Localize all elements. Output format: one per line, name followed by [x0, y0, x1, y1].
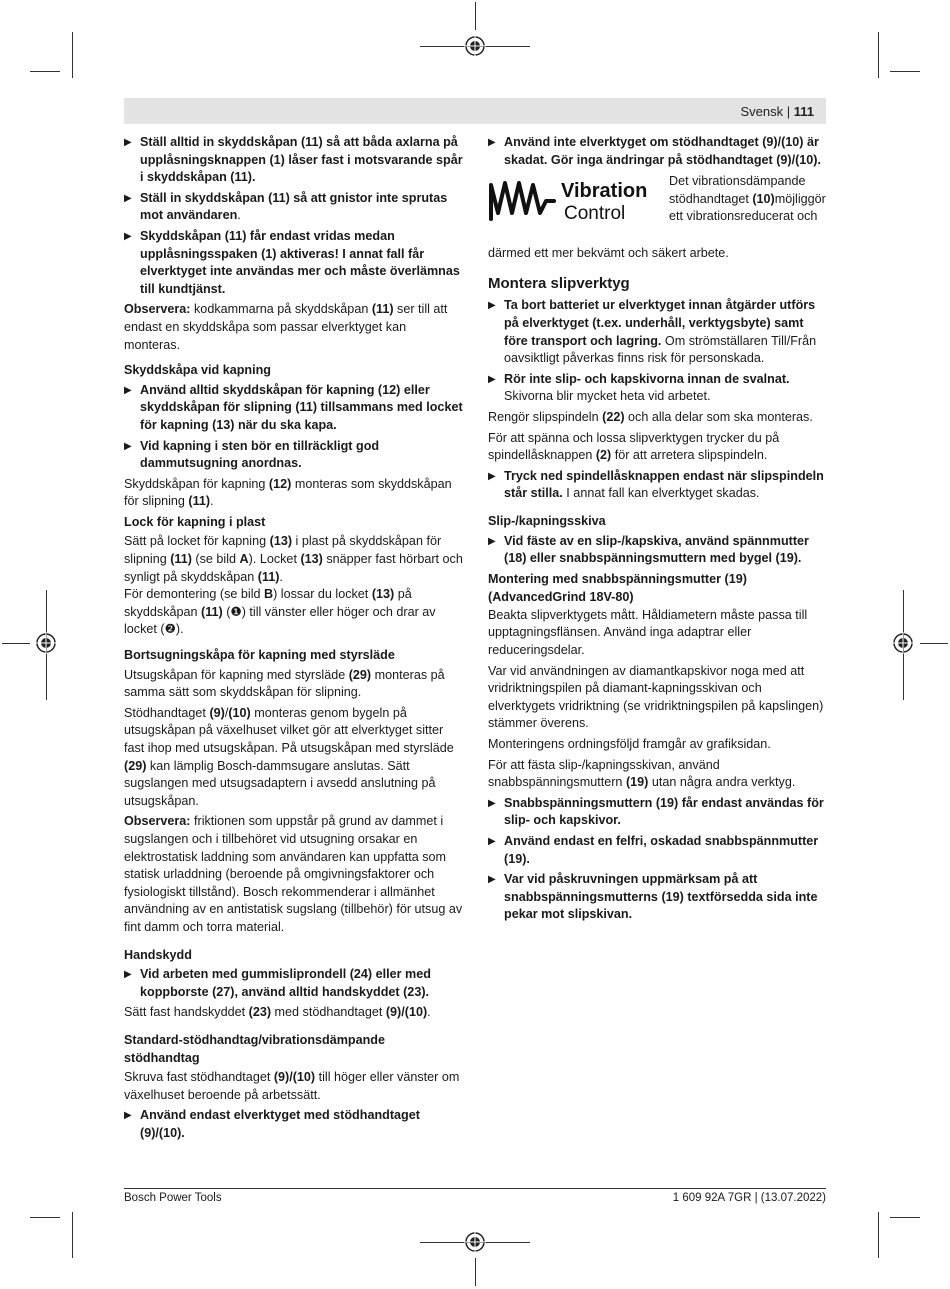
- warning-bullet: ▶ Använd endast elverktyget med stödhandtaget (9)/(10).: [124, 1107, 464, 1142]
- crop-mark: [2, 643, 30, 644]
- crop-mark: [878, 1212, 879, 1258]
- crop-mark: [878, 32, 879, 78]
- footer-divider: [124, 1188, 826, 1189]
- body-paragraph: Sätt på locket för kapning (13) i plast på skyddskåpan för slipning (11) (se bild A). Locket (13) snäpper fast hörbart och synligt på skyddskåpan (11).: [124, 534, 463, 584]
- warning-bullet: ▶ Tryck ned spindellåsknappen endast när slipspindeln står stilla. I annat fall kan elverktyget skadas.: [488, 468, 828, 503]
- left-column: [124, 134, 464, 1145]
- crop-mark: [72, 1212, 73, 1258]
- registration-mark-icon: [892, 632, 914, 654]
- crop-mark: [890, 71, 920, 72]
- warning-bullet: ▶ Ställ in skyddskåpan (11) så att gnistor inte sprutas mot användaren.: [124, 190, 464, 225]
- crop-mark: [920, 643, 948, 644]
- section-heading: Montering med snabbspänningsmutter (19): [488, 571, 747, 586]
- warning-bullet: ▶ Använd endast en felfri, oskadad snabbspännmutter (19).: [488, 833, 828, 868]
- body-paragraph: För demontering (se bild B) lossar du locket (13) på skyddskåpan (11) (❶) till vänster eller höger och drar av locket (❷).: [124, 587, 436, 637]
- body-paragraph: Rengör slipspindeln (22) och alla delar som ska monteras.: [488, 409, 813, 424]
- section-heading: Slip-/kapningsskiva: [488, 513, 606, 528]
- registration-mark-icon: [464, 35, 486, 57]
- warning-bullet: ▶ Snabbspänningsmuttern (19) får endast användas för slip- och kapskivor.: [488, 795, 828, 830]
- crop-mark: [30, 71, 60, 72]
- note-paragraph: Observera: friktionen som uppstår på grund av dammet i sugslangen och i tillbehöret vid utsugning orsakar en elektrostatisk laddning som användaren kan uppfatta som statisk urladdning (beroende på omgivningsfaktorer och fysiologiskt tillstånd). Bosch rekommenderar i allmänhet användning av en antistatisk sugslang (tillbehör) för utsug av fint damm och torra material.: [124, 814, 463, 934]
- section-heading: Standard-stödhandtag/vibrationsdämpande stödhandtag: [124, 1032, 385, 1065]
- crop-mark: [890, 1217, 920, 1218]
- crop-mark: [475, 2, 476, 30]
- registration-mark-icon: [35, 632, 57, 654]
- crop-mark: [72, 32, 73, 78]
- vibration-control-logo-icon: [488, 175, 660, 223]
- footer-brand: Bosch Power Tools: [124, 1192, 222, 1204]
- crop-mark: [30, 1217, 60, 1218]
- warning-bullet: ▶ Rör inte slip- och kapskivorna innan de svalnat. Skivorna blir mycket heta vid arbetet.: [488, 371, 828, 406]
- body-paragraph: Beakta slipverktygets mått. Håldiametern måste passa till upptagningsflänsen. Använd inga adaptrar eller reduceringsdelar.: [488, 607, 808, 658]
- warning-bullet: ▶ Vid kapning i sten bör en tillräckligt god dammutsugning anordnas.: [124, 438, 464, 473]
- header-language: Svensk: [740, 104, 784, 119]
- warning-bullet: ▶ Ta bort batteriet ur elverktyget innan åtgärder utförs på elverktyget (t.ex. underhåll, verktygsbyte) samt före transport och lagring. Om strömställaren Till/Från oavsiktligt påverkas finns risk för personskada.: [488, 297, 828, 367]
- page-header: Svensk | 111: [740, 104, 814, 119]
- body-paragraph: Monteringens ordningsföljd framgår av grafiksidan.: [488, 737, 771, 752]
- svg-text:Vibration: Vibration: [561, 180, 648, 203]
- body-paragraph: Skruva fast stödhandtaget (9)/(10) till höger eller vänster om växelhuset beroende på arbetssätt.: [124, 1070, 460, 1102]
- warning-bullet: ▶ Vid fäste av en slip-/kapskiva, använd spännmutter (18) eller snabbspänningsmuttern med bygel (19).: [488, 533, 828, 568]
- note-paragraph: Observera: kodkammarna på skyddskåpan (11) ser till att endast en skyddskåpa som passar elverktyget kan monteras.: [124, 302, 448, 352]
- svg-text:Control: Control: [564, 203, 626, 224]
- vibration-description: Det vibrationsdämpande stödhandtaget (10)möjliggör ett vibrationsreducerat och: [669, 174, 826, 224]
- section-heading: Lock för kapning i plast: [124, 514, 266, 529]
- body-paragraph: För att spänna och lossa slipverktygen trycker du på spindellåsknappen (2) för att arretera slipspindeln.: [488, 430, 780, 463]
- page-number: 111: [793, 104, 814, 119]
- warning-bullet: ▶ Vid arbeten med gummisliprondell (24) eller med koppborste (27), använd alltid handskyddet (23).: [124, 966, 464, 1001]
- section-heading: Handskydd: [124, 947, 192, 962]
- footer-doc-number: 1 609 92A 7GR | (13.07.2022): [672, 1192, 826, 1204]
- registration-mark-icon: [464, 1231, 486, 1253]
- section-heading: (AdvancedGrind 18V-80): [488, 590, 634, 605]
- section-heading: Bortsugningskåpa för kapning med styrsläde: [124, 648, 395, 663]
- warning-bullet: ▶ Använd alltid skyddskåpan för kapning (12) eller skyddskåpan för slipning (11) tillsammans med locket för kapning (13) när du ska kapa.: [124, 382, 464, 435]
- warning-bullet: ▶ Ställ alltid in skyddskåpan (11) så att båda axlarna på upplåsningsknappen (1) låser fast i motsvarande spår i skyddskåpan (11).: [124, 134, 464, 187]
- warning-bullet: ▶ Skyddskåpan (11) får endast vridas medan upplåsningsspaken (1) aktiveras! I annat fall får elverktyget inte användas mer och måste överlämnas till kundtjänst.: [124, 228, 464, 298]
- warning-bullet: ▶ Var vid påskruvningen uppmärksam på att snabbspänningsmutterns (19) textförsedda sida inte pekar mot slipskivan.: [488, 871, 828, 924]
- body-paragraph: därmed ett mer bekvämt och säkert arbete.: [488, 246, 729, 261]
- body-paragraph: Utsugskåpan för kapning med styrsläde (29) monteras på samma sätt som skyddskåpan för slipning.: [124, 667, 445, 700]
- body-paragraph: Skyddskåpan för kapning (12) monteras som skyddskåpan för slipning (11).: [124, 476, 452, 509]
- section-title: Montera slipverktyg: [488, 274, 630, 292]
- body-paragraph: Sätt fast handskyddet (23) med stödhandtaget (9)/(10).: [124, 1005, 431, 1020]
- vibration-control-block: [488, 173, 828, 245]
- body-paragraph: Var vid användningen av diamantkapskivor noga med att vridriktningspilen på diamant-kapningsskivan och elverktygets vridriktning (se vridriktningspilen på kapslingen) stämmer överens.: [488, 663, 824, 731]
- body-paragraph: Stödhandtaget (9)/(10) monteras genom bygeln på utsugskåpan på växelhuset vilket gör att elverktyget sitter fast ihop med utsugskåpan. På utsugskåpan med styrsläde (29) kan lämplig Bosch-dammsugare anslutas. Sätt sugslangen med utsugsadaptern i avsedd anslutning på utsugskåpan.: [124, 705, 454, 808]
- warning-bullet: ▶ Använd inte elverktyget om stödhandtaget (9)/(10) är skadat. Gör inga ändringar på stödhandtaget (9)/(10).: [488, 134, 828, 169]
- crop-mark: [475, 1258, 476, 1286]
- header-bar: [124, 98, 826, 124]
- section-heading: Skyddskåpa vid kapning: [124, 363, 271, 378]
- body-paragraph: För att fästa slip-/kapningsskivan, använd snabbspänningsmuttern (19) utan några andra verktyg.: [488, 757, 796, 790]
- right-column: [488, 134, 828, 927]
